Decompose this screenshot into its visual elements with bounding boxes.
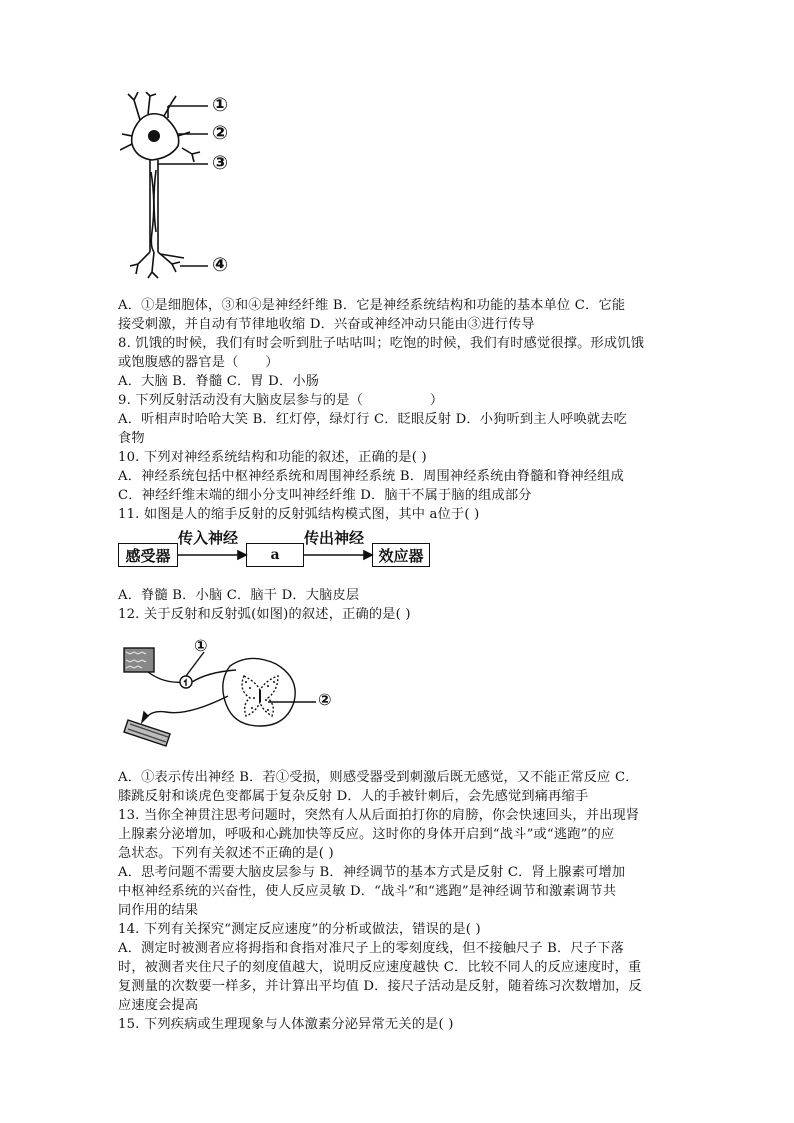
q13-options-line2: 中枢神经系统的兴奋性，使人反应灵敏 D．“战斗”和“逃跑”是神经调节和激素调节共	[118, 884, 617, 899]
q9-options-line2: 食物	[118, 431, 145, 446]
q13-stem-line1: 13. 当你全神贯注思考问题时，突然有人从后面拍打你的肩膀，你会快速回头，并出现肾	[118, 808, 640, 823]
q7-options-line2: 接受刺激，并自动有节律地收缩 D．兴奋或神经冲动只能由③进行传导	[118, 317, 535, 332]
neuron-label-3: ③	[212, 152, 229, 174]
afferent-nerve-label: 传入神经	[178, 529, 239, 547]
receptor-box: 感受器	[118, 543, 178, 567]
q14-options-line2: 时，被测者夹住尺子的刻度值越大，说明反应速度越快 C．比较不同人的反应速度时，重	[118, 960, 642, 975]
center-a-box: a	[246, 543, 304, 567]
efferent-nerve-label: 传出神经	[304, 529, 365, 547]
q13-options-line1: A．思考问题不需要大脑皮层参与 B．神经调节的基本方式是反射 C．肾上腺素可增加	[118, 865, 626, 880]
q8-stem-line1: 8. 饥饿的时候，我们有时会听到肚子咕咕叫；吃饱的时候，我们有时感觉很撑。形成饥饿	[118, 336, 645, 351]
neuron-label-4: ④	[212, 254, 229, 276]
q8-options: A．大脑 B．脊髓 C．胃 D．小肠	[118, 374, 320, 389]
q9-stem: 9. 下列反射活动没有大脑皮层参与的是（ ）	[118, 393, 444, 408]
q15-stem: 15. 下列疾病或生理现象与人体激素分泌异常无关的是( )	[118, 1017, 454, 1032]
q10-stem: 10. 下列对神经系统结构和功能的叙述，正确的是( )	[118, 450, 427, 465]
effector-box: 效应器	[372, 543, 430, 567]
q13-stem-line3: 急状态。下列有关叙述不正确的是( )	[118, 846, 334, 861]
neuron-figure	[120, 92, 280, 282]
q8-stem-line2: 或饱腹感的器官是（ ）	[118, 355, 279, 370]
q13-options-line3: 同作用的结果	[118, 903, 199, 918]
spinal-label-1: ①	[194, 636, 208, 655]
q9-options-line1: A．听相声时哈哈大笑 B．红灯停，绿灯行 C．眨眼反射 D．小狗听到主人呼唤就去吃	[118, 412, 628, 427]
q11-stem: 11. 如图是人的缩手反射的反射弧结构模式图，其中 a位于( )	[118, 507, 480, 522]
q12-options-line1: A．①表示传出神经 B．若①受损，则感受器受到刺激后既无感觉，又不能正常反应 C．	[118, 770, 639, 785]
q7-options-line1: A．①是细胞体，③和④是神经纤维 B．它是神经系统结构和功能的基本单位 C．它能	[118, 298, 626, 313]
q10-options-line1: A．神经系统包括中枢神经系统和周围神经系统 B．周围神经系统由脊髓和脊神经组成	[118, 469, 624, 484]
spinal-reflex-figure	[118, 638, 318, 748]
spinal-label-2: ②	[318, 690, 332, 709]
neuron-label-1: ①	[212, 94, 229, 116]
q10-options-line2: C．神经纤维末端的细小分支叫神经纤维 D．脑干不属于脑的组成部分	[118, 488, 532, 503]
q12-options-line2: 膝跳反射和谈虎色变都属于复杂反射 D．人的手被针刺后，会先感觉到痛再缩手	[118, 789, 589, 804]
q11-options: A．脊髓 B．小脑 C．脑干 D．大脑皮层	[118, 588, 360, 603]
q14-options-line1: A．测定时被测者应将拇指和食指对准尺子上的零刻度线，但不接触尺子 B．尺子下落	[118, 941, 624, 956]
reflex-arc-arrows	[178, 548, 374, 562]
q14-stem: 14. 下列有关探究“测定反应速度”的分析或做法，错误的是( )	[118, 922, 481, 937]
q13-stem-line2: 上腺素分泌增加，呼吸和心跳加快等反应。这时你的身体开启到“战斗”或“逃跑”的应	[118, 827, 615, 842]
q14-options-line3: 复测量的次数要一样多，并计算出平均值 D．接尺子活动是反射，随着练习次数增加，反	[118, 979, 642, 994]
neuron-label-2: ②	[212, 122, 229, 144]
q14-options-line4: 应速度会提高	[118, 998, 199, 1013]
q12-stem: 12. 关于反射和反射弧(如图)的叙述，正确的是( )	[118, 607, 411, 622]
